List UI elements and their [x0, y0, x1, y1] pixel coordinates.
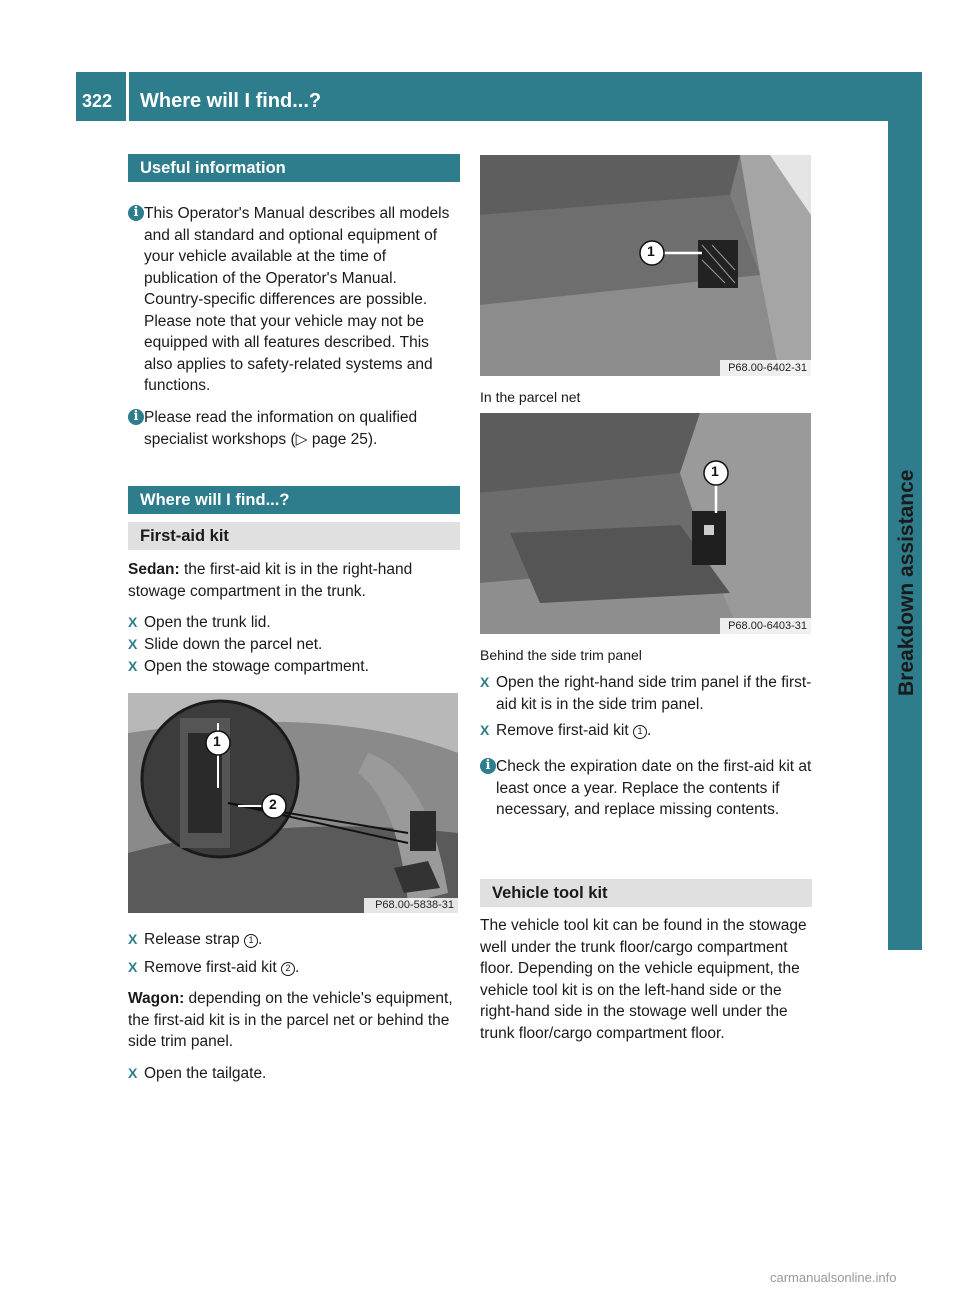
caption-parcel-net: In the parcel net [480, 389, 581, 405]
useful-info-heading: Useful information [128, 154, 460, 182]
info-note-2 [128, 407, 460, 453]
callout-1: 1 [213, 733, 221, 749]
toolkit-para: The vehicle tool kit can be found in the stowage well under the trunk floor/cargo compartment floor. Depending on the vehicle equipment, the vehicle tool kit is on the left-hand side or the right-hand side in the stowage well under the trunk floor/cargo compartment floor. [480, 917, 807, 1042]
callout-1: 1 [711, 463, 719, 479]
where-heading: Where will I find...? [128, 486, 460, 514]
marker-1: 1 [633, 725, 647, 739]
step-arrow-icon: X [128, 1065, 138, 1081]
step-arrow-icon: X [128, 636, 138, 652]
marker-2: 2 [281, 962, 295, 976]
info-icon: i [128, 409, 144, 425]
sedan-trunk-photo [128, 693, 458, 913]
footer-watermark: carmanualsonline.info [770, 1270, 897, 1285]
step-arrow-icon: X [480, 674, 490, 690]
caption-side-trim: Behind the side trim panel [480, 647, 642, 663]
page-title: Where will I find...? [140, 90, 322, 112]
step-open-trim: X Open the right-hand side trim panel if the first-aid kit is in the side trim panel. [480, 674, 812, 713]
wagon-para: Wagon: depending on the vehicle's equipment, the first-aid kit is in the parcel net or behind the side trim panel. [128, 990, 453, 1050]
side-trim-photo [480, 413, 811, 634]
info-note-1: i This Operator's Manual describes all models and all standard and optional equipment of your vehicle available at the time of publication of the Operator's Manual. Country-specific differences are possible. Please note that your vehicle may not be equipped with all features described. This also applies to safety-related systems and functions. [128, 203, 460, 393]
photo-code: P68.00-5838-31 [375, 899, 454, 911]
step-arrow-icon: X [128, 959, 138, 975]
parcel-net-photo [480, 155, 811, 376]
callout-2: 2 [269, 796, 277, 812]
toolkit-heading: Vehicle tool kit [480, 879, 812, 907]
side-tab-label: Breakdown assistance [895, 469, 918, 696]
workshop-note: Please read the information on qualified specialist workshops (▷ page 25). [144, 409, 418, 448]
step-arrow-icon: X [480, 722, 490, 738]
step-arrow-icon: X [128, 931, 138, 947]
sedan-para: Sedan: the first-aid kit is in the right-hand stowage compartment in the trunk. [128, 561, 413, 600]
marker-1: 1 [244, 934, 258, 948]
info-note-3: i Check the expiration date on the first-aid kit at least once a year. Replace the contents if necessary, and replace missing contents. [480, 756, 812, 844]
info-icon: i [480, 758, 496, 774]
info-icon: i [128, 205, 144, 221]
header-divider [126, 72, 129, 121]
photo-code: P68.00-6402-31 [728, 362, 807, 374]
step-arrow-icon: X [128, 658, 138, 674]
photo-code: P68.00-6403-31 [728, 620, 807, 632]
step-arrow-icon: X [128, 614, 138, 630]
page-number: 322 [82, 91, 113, 111]
callout-1: 1 [647, 243, 655, 259]
firstaid-heading: First-aid kit [128, 522, 460, 550]
